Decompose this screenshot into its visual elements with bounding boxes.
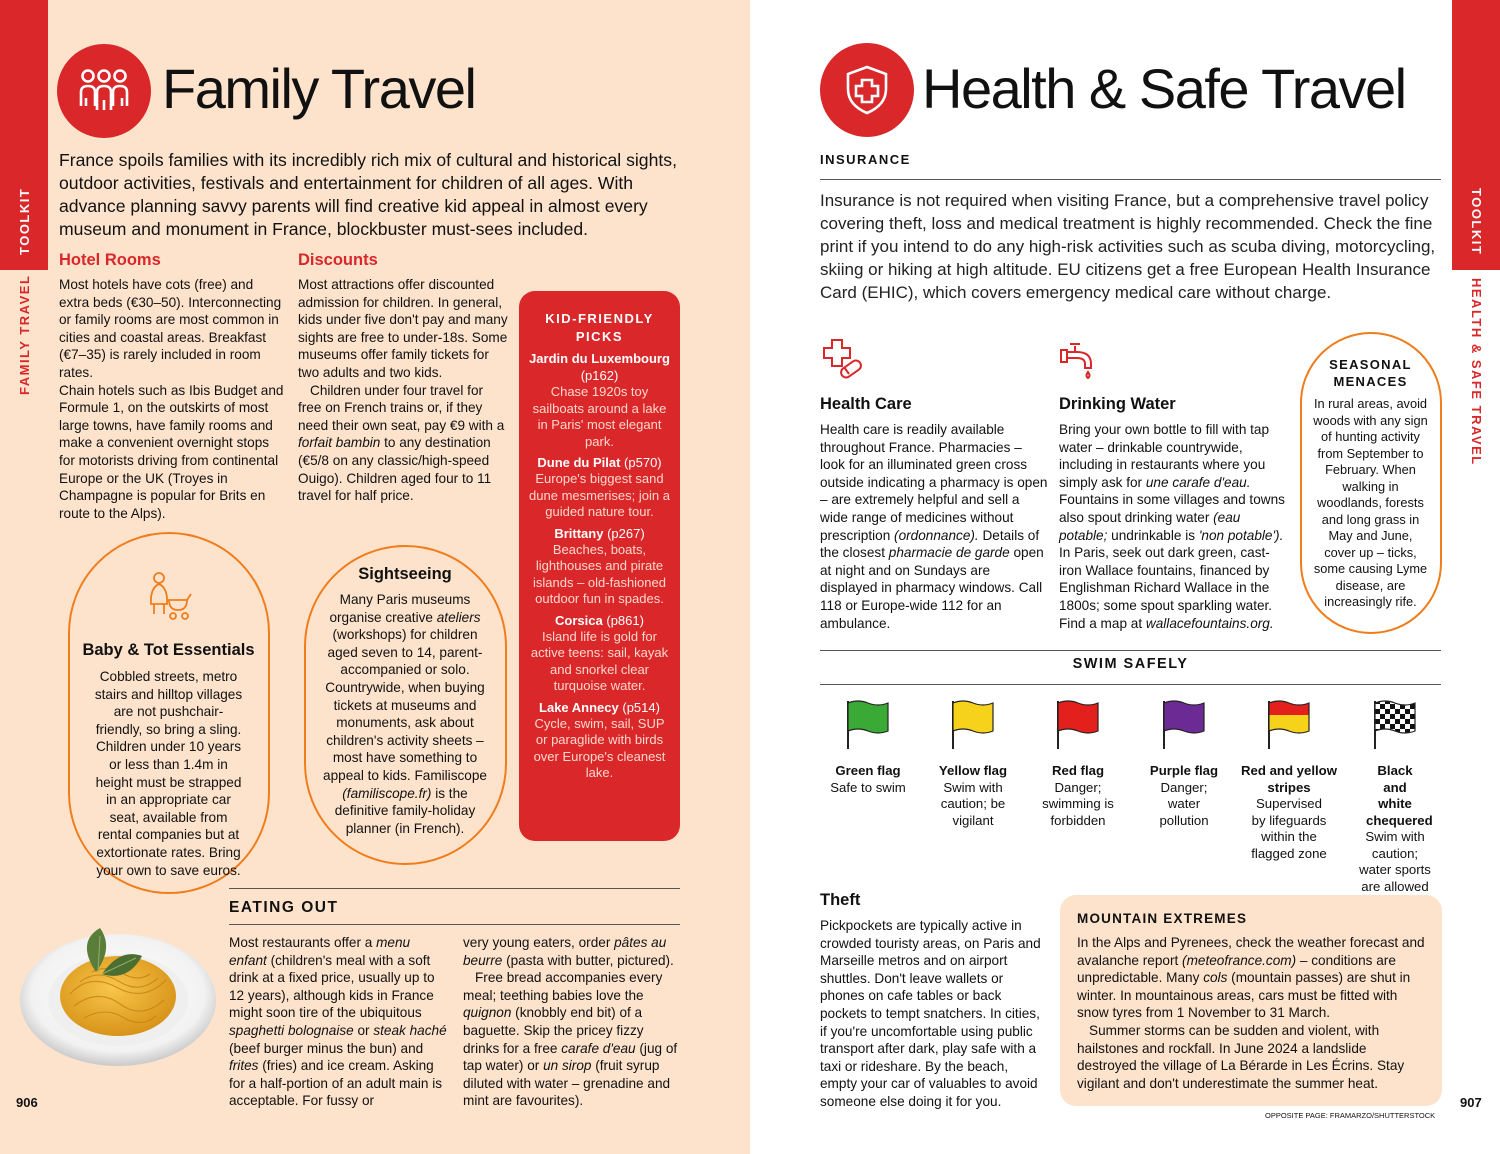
- flag-caption: [1342, 763, 1448, 895]
- hotel-rooms-heading: Hotel Rooms: [59, 251, 161, 269]
- kid-friendly-picks-box: [519, 291, 680, 841]
- flag-meaning: Danger; water pollution: [1159, 779, 1209, 828]
- eating-out-col1-segment: menu enfant: [229, 935, 411, 968]
- drinking-water-segment: In Paris, seek out dark green, cast-iron Wallace fountains, financed by Englishman Richard Wallace in the 1800s; some spout sparkling water. Find a map at: [1059, 545, 1273, 631]
- mountain-extremes-heading: MOUNTAIN EXTREMES: [1077, 911, 1248, 926]
- kid-pick-name: Brittany: [554, 525, 608, 541]
- eating-out-col2b-segment: (jug of tap water) or: [463, 1040, 678, 1074]
- drinking-water-segment: Fountains in some villages and towns also spout drinking water: [1059, 492, 1285, 525]
- health-care-segment: Health care is readily available throughout France. Pharmacies – look for an illuminated green cross outside indicating a pharmacy is open – are extremely helpful and sell a wide range of medicines without prescription: [820, 422, 1048, 543]
- mountain-p1-segment: (meteofrance.com): [1182, 952, 1297, 968]
- sidebar-section-label: FAMILY TRAVEL: [17, 274, 32, 395]
- eating-out-col2b-segment: (knobbly end bit) of a baguette. Skip the pricey fizzy drinks for a free: [463, 1005, 644, 1056]
- eating-out-col1-segment: (beef burger minus the bun) and: [229, 1040, 424, 1056]
- eating-out-col1-segment: (children's meal with a soft drink at a fixed price, usually up to 12 years), although kids in France might soon tire of the ubiquitous: [229, 952, 435, 1021]
- family-icon: [57, 44, 151, 138]
- flag-meaning: Danger; swimming is forbidden: [1042, 779, 1114, 828]
- sidebar-toolkit-label: TOOLKIT: [17, 187, 32, 255]
- kid-pick-page-ref: (p162): [580, 368, 619, 383]
- mountain-p1-segment: (mountain passes) are shut in winter. In mountainous areas, cars must be fitted with snow tyres from 1 November to 31 March.: [1077, 970, 1411, 1021]
- shield-cross-icon: [820, 43, 914, 137]
- eating-top-rule: [229, 888, 680, 889]
- eating-out-col2b-segment: quignon: [463, 1005, 512, 1021]
- eating-out-col2a-segment: very young eaters, order: [463, 935, 615, 950]
- flag-name: Red and yellow stripes: [1241, 763, 1337, 795]
- discounts-p2: [298, 382, 508, 505]
- swim-safely-heading: SWIM SAFELY: [1072, 656, 1189, 672]
- page-number-left: 906: [16, 1095, 38, 1110]
- hotel-rooms-p2: Chain hotels such as Ibis Budget and Formule 1, on the outskirts of most large towns, have family rooms and make a convenient overnight stops for motorists driving from continental Europe or the UK (Troyes in Champagne is popular for Brits en route to the Alps).: [59, 382, 284, 521]
- mountain-p1-segment: cols: [1203, 970, 1228, 986]
- kid-pick-place: [529, 699, 670, 716]
- insurance-heading: INSURANCE: [820, 152, 911, 167]
- eating-out-col1-segment: Most restaurants offer a: [229, 935, 377, 950]
- photo-credit: OPPOSITE PAGE: FRAMARZO/SHUTTERSTOCK: [1265, 1111, 1436, 1120]
- kid-pick-place: [529, 612, 670, 629]
- flag-icon: [1370, 699, 1420, 756]
- kid-pick-description: Island life is gold for active teens: sail, kayak and snorkel clear turquoise water.: [530, 628, 669, 693]
- flag-caption: [1131, 763, 1237, 829]
- kid-picks-list: [529, 350, 670, 782]
- kid-picks-heading: KID-FRIENDLY PICKS: [545, 311, 654, 344]
- intro-paragraph: France spoils families with its incredibly rich mix of cultural and historical sights, outdoor activities, festivals and entertainment for children of all ages. With advance planning savvy parents will find creative kid appeal in almost every museum and monument in France, blockbuster must-sees included.: [59, 150, 677, 239]
- discounts-p2-a: Children under four travel for free on French trains or, if they need their own seat, pay €9 with a: [298, 382, 505, 433]
- eating-out-col2-p2: [463, 969, 681, 1110]
- kid-pick-place: [529, 525, 670, 542]
- drinking-water-segment: Bring your own bottle to fill with tap water – drinkable countrywide, including in restaurants where you simply ask for: [1059, 422, 1270, 490]
- seasonal-menaces-text: In rural areas, avoid woods with any sign of hunting activity from September to February. When walking in woodlands, forests and long grass in May and June, cover up – ticks, some causing Lyme disease, are increasingly rife.: [1313, 396, 1428, 609]
- flag-icon: [1053, 699, 1103, 756]
- eating-out-col1-segment: or: [353, 1022, 374, 1038]
- kid-pick-name: Dune du Pilat: [537, 455, 625, 470]
- flag-name: Green flag: [835, 763, 901, 778]
- kid-pick-name: Corsica: [555, 612, 607, 628]
- discounts-heading: Discounts: [298, 251, 378, 269]
- flag-icon: [948, 699, 998, 756]
- sightseeing-t3: is the definitive family-holiday planner (in French).: [334, 785, 476, 836]
- flag-name: Red flag: [1051, 763, 1105, 778]
- kid-pick-description: Europe's biggest sand dune mesmerises; join a guided nature tour.: [529, 471, 670, 519]
- flag-caption: [1236, 763, 1342, 862]
- baby-essentials-heading: Baby & Tot Essentials: [82, 641, 255, 659]
- eating-out-heading: EATING OUT: [229, 899, 339, 916]
- theft-heading: Theft: [820, 891, 861, 909]
- drinking-water-segment: 'non potable').: [1198, 527, 1284, 543]
- mountain-p1: [1077, 934, 1429, 1022]
- sightseeing-em2: (familiscope.fr): [342, 785, 432, 801]
- flag-name: Yellow flag: [938, 763, 1008, 778]
- flag-icon: [1264, 699, 1314, 756]
- flag-icon: [1159, 699, 1209, 756]
- right-page: [750, 0, 1500, 1154]
- sightseeing-t1: Many Paris museums organise creative: [329, 592, 471, 625]
- mountain-p2: Summer storms can be sudden and violent, with hailstones and rockfall. In June 2024 a landslide destroyed the village of La Bérarde in Les Écrins. Stay vigilant and don't underestimate the summer heat.: [1077, 1022, 1405, 1091]
- kid-pick-page-ref: (p514): [622, 699, 660, 715]
- health-care-heading: Health Care: [820, 395, 912, 413]
- eating-out-col1-segment: spaghetti bolognaise: [229, 1022, 354, 1038]
- health-care-segment: pharmacie de garde: [888, 545, 1010, 561]
- discounts-p2-em: forfait bambin: [298, 435, 381, 451]
- baby-essentials-oval: [68, 532, 270, 894]
- flag-icon: [843, 699, 893, 756]
- kid-pick-place: [529, 350, 670, 384]
- eating-out-col2: [463, 934, 681, 1110]
- drinking-water-segment: wallacefountains.org.: [1145, 615, 1274, 631]
- eating-out-col1-segment: frites: [229, 1058, 259, 1074]
- eating-out-col1-segment: (fries) and ice cream. Asking for a half-portion of an adult main is acceptable. For fussy or: [229, 1058, 443, 1109]
- kid-pick-place: [529, 454, 670, 471]
- flag-meaning: Swim with caution; be vigilant: [940, 779, 1006, 828]
- insurance-text: Insurance is not required when visiting France, but a comprehensive travel policy covering theft, loss and medical treatment is highly recommended. Check the fine print if you intend to do any high-risk activities such as scuba diving, motorcycling, skiing or hiking at high altitude. EU citizens get a free European Health Insurance Card (EHIC), which covers emergency medical care without charge.: [820, 191, 1436, 302]
- sightseeing-text: [318, 591, 492, 837]
- kid-pick-description: Beaches, boats, lighthouses and pirate islands – old-fashioned outdoor fun in spades.: [533, 541, 666, 606]
- eating-out-col1-segment: steak haché: [373, 1022, 447, 1038]
- sightseeing-oval: [304, 545, 507, 865]
- kid-pick-description: Chase 1920s toy sailboats around a lake in Paris' most elegant park.: [532, 384, 667, 449]
- eating-out-col2b-segment: carafe d'eau: [561, 1040, 636, 1056]
- flag-caption: [815, 763, 921, 796]
- flag-meaning: Swim with caution; water sports are allowed: [1359, 829, 1431, 894]
- sidebar-toolkit-label-right: TOOLKIT: [1469, 188, 1484, 256]
- flag-caption: [920, 763, 1026, 829]
- mother-with-pram-icon: [70, 570, 267, 627]
- seasonal-menaces-oval: [1300, 332, 1442, 634]
- flag-name: Black and white chequered: [1366, 763, 1433, 828]
- discounts-text: [298, 276, 508, 505]
- kid-pick-page-ref: (p861): [606, 612, 644, 628]
- drinking-water-segment: (eau potable;: [1059, 509, 1241, 543]
- page-number-right: 907: [1460, 1095, 1482, 1110]
- eating-out-col2b-segment: (fruit syrup diluted with water – grenadine and mint are favourites).: [463, 1058, 671, 1109]
- health-care-segment: Details of the closest: [820, 527, 1040, 561]
- seasonal-menaces-heading: SEASONAL MENACES: [1329, 357, 1412, 389]
- kid-pick-name: Jardin du Luxembourg: [529, 351, 670, 366]
- mountain-extremes-box: [1060, 895, 1442, 1106]
- sightseeing-em1: ateliers: [436, 609, 481, 625]
- medical-cross-pill-icon: [820, 338, 864, 387]
- swim-top-rule: [820, 650, 1441, 651]
- baby-essentials-text: Cobbled streets, metro stairs and hilltop villages are not pushchair-friendly, so bring a sling. Children under 10 years or less than 1.4m in height must be strapped in an appropriate car seat, available from rental companies but at extortionate rates. Bring your own to save euros.: [94, 669, 243, 878]
- drinking-water-segment: une carafe d'eau.: [1145, 474, 1251, 490]
- theft-text: Pickpockets are typically active in crowded touristy areas, on Paris and Marseille metros and on airport shuttles. Don't leave wallets or phones on cafe tables or back pockets to tempt snatchers. In cities, if you're uncomfortable using public transport after dark, play safe with a taxi or rideshare. By the beach, empty your car of valuables to avoid someone else doing it for you.: [820, 918, 1041, 1109]
- hotel-rooms-text: [59, 276, 285, 522]
- insurance-rule: [820, 179, 1441, 180]
- eating-out-col2a-segment: pâtes au beurre: [463, 935, 667, 968]
- sightseeing-t2: (workshops) for children aged seven to 14, parent-accompanied or solo. Countrywide, when buying tickets at museums and monuments, ask about children's activity sheets – most have something to appeal to kids. Familiscope: [323, 627, 487, 783]
- drinking-water-segment: undrinkable is: [1107, 527, 1199, 543]
- drinking-water-text: [1059, 421, 1285, 632]
- eating-out-col1: [229, 934, 449, 1110]
- flag-name: Purple flag: [1149, 763, 1219, 778]
- flag-caption: [1025, 763, 1131, 829]
- mountain-extremes-text: [1077, 934, 1429, 1092]
- discounts-p1: Most attractions offer discounted admission for children. In general, kids under five don't pay and many sights are free to under-18s. Some museums offer family tickets for two adults and two kids.: [298, 277, 508, 380]
- discounts-p2-b: to any destination (€5/8 on any classic/high-speed Ouigo). Children aged four to 11 travel for half price.: [298, 435, 492, 504]
- page-title-right: Health & Safe Travel: [922, 57, 1406, 120]
- kid-pick-page-ref: (p267): [607, 525, 645, 541]
- mountain-p1-segment: – conditions are unpredictable. Many: [1077, 952, 1396, 986]
- eating-out-col2b-segment: un sirop: [543, 1058, 592, 1074]
- hotel-rooms-p1: Most hotels have cots (free) and extra beds (€30–50). Interconnecting or family rooms are most common in cities and coastal areas. Breakfast (€7–35) is rarely included in room rates.: [59, 277, 282, 380]
- health-care-segment: (ordonnance).: [894, 527, 979, 543]
- eating-out-col2b-segment: Free bread accompanies every meal; teething babies love the: [463, 970, 663, 1003]
- health-care-text: [820, 421, 1048, 632]
- tap-water-icon: [1059, 338, 1103, 387]
- kid-pick-description: Cycle, swim, sail, SUP or paraglide with birds over Europe's cleanest lake.: [533, 715, 666, 780]
- eating-out-col2a-segment: (pasta with butter, pictured).: [502, 952, 674, 968]
- kid-pick-page-ref: (p570): [624, 455, 662, 470]
- spaghetti-plate-photo: [18, 928, 218, 1073]
- eating-out-col2-p1: [463, 934, 681, 969]
- flag-meaning: Safe to swim: [830, 779, 906, 795]
- health-care-segment: open at night and on Sundays are displayed in pharmacy windows. Call 118 or Europe-wide 112 for an ambulance.: [820, 545, 1044, 631]
- eating-bottom-rule: [229, 924, 680, 925]
- sightseeing-heading: Sightseeing: [358, 565, 452, 583]
- page-title: Family Travel: [162, 57, 476, 120]
- flag-meaning: Supervised by lifeguards within the flagged zone: [1251, 796, 1327, 861]
- mountain-p1-segment: In the Alps and Pyrenees, check the weather forecast and avalanche report: [1077, 935, 1425, 968]
- kid-pick-name: Lake Annecy: [539, 699, 623, 715]
- sidebar-section-label-right: HEALTH & SAFE TRAVEL: [1469, 278, 1484, 466]
- swim-bottom-rule: [820, 684, 1441, 685]
- drinking-water-heading: Drinking Water: [1059, 395, 1176, 413]
